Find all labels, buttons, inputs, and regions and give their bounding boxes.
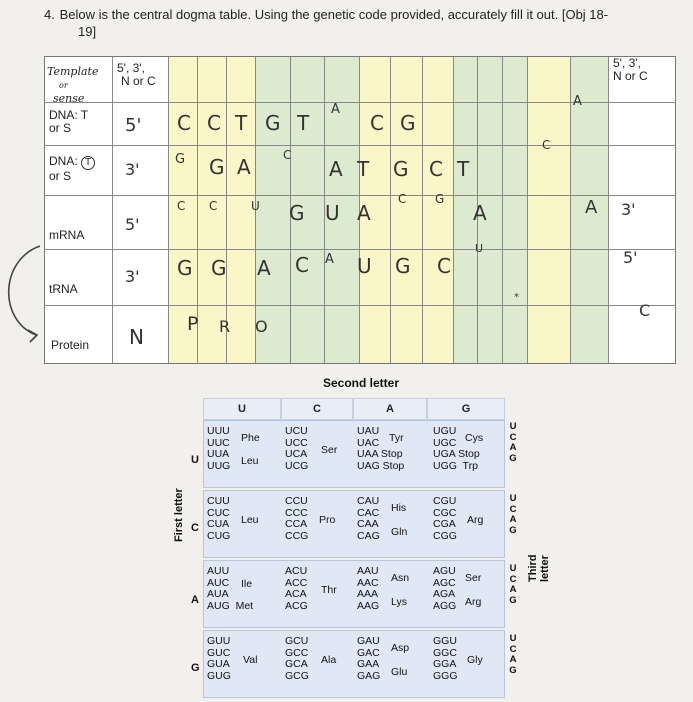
hw-r5-seq-0: P <box>187 313 199 335</box>
aa-asp: Asp <box>391 642 410 654</box>
hw-r3-far: 3' <box>621 200 636 219</box>
aa-val: Val <box>243 654 258 666</box>
hw-r3-seq-7: G <box>435 192 445 206</box>
first-letter-g: G <box>191 662 200 674</box>
aa-phe: Phe <box>241 432 260 444</box>
codons-ag: AGU AGC AGA AGG <box>433 565 457 612</box>
hw-r3-right: A <box>585 197 598 218</box>
hw-r5-end: N <box>129 325 144 349</box>
hw-r4-seq-2: A <box>257 256 271 280</box>
codons-ga: GAU GAC GAA GAG <box>357 635 381 682</box>
second-letter-c: C <box>281 398 353 420</box>
aa-leu-2: Leu <box>241 514 259 526</box>
codons-ac: ACU ACC ACA ACG <box>285 565 308 612</box>
hw-r5-seq-1: R <box>219 317 231 336</box>
first-letter-c: C <box>191 522 199 534</box>
aa-ile: Ile <box>241 578 253 590</box>
hw-r2-seq-2: A <box>237 155 251 179</box>
hw-r2-seq-7: C <box>429 157 443 181</box>
hw-r3-seq-0: C <box>177 199 186 213</box>
aa-glu: Glu <box>391 666 408 678</box>
aa-arg-2: Arg <box>465 596 482 608</box>
question-text <box>44 6 674 40</box>
hw-r1-seq-2: T <box>235 111 248 135</box>
aa-gly: Gly <box>467 654 483 666</box>
first-letter-label: First letter <box>173 488 185 542</box>
hw-r4-far: 5' <box>623 248 638 267</box>
hw-r4-end: 3' <box>125 267 140 286</box>
hw-r4-seq-4: A <box>325 252 334 267</box>
hw-r1-seq-7: G <box>400 111 416 135</box>
hw-r1-right: A <box>573 94 582 109</box>
hw-r1-seq-4: T <box>297 111 310 135</box>
codons-cu: CUU CUC CUA CUG <box>207 495 231 542</box>
third-letters-a: U C A G <box>509 563 517 606</box>
hw-r4-seq-8: U <box>475 242 484 255</box>
aa-tyr: Tyr <box>389 432 404 444</box>
row-label-mrna: mRNA <box>49 228 85 242</box>
central-dogma-table <box>44 56 676 364</box>
question-body: Below is the central dogma table. Using the genetic code provided, accurately fill it out. [Obj 18- <box>59 7 609 22</box>
hw-r4-seq-3: C <box>295 253 309 277</box>
hw-r4-seq-1: G <box>211 256 227 280</box>
hw-r3-seq-6: C <box>398 192 407 206</box>
aa-his: His <box>391 502 407 514</box>
hw-r2-seq-6: G <box>393 157 409 181</box>
hw-r3-seq-2: U <box>251 199 260 213</box>
hw-r2-seq-1: G <box>209 155 225 179</box>
codons-cc: CCU CCC CCA CCG <box>285 495 309 542</box>
hw-r4-seq-7: C <box>437 254 451 278</box>
second-letter-label: Second letter <box>323 376 400 390</box>
hw-r3-seq-4: U <box>325 201 340 225</box>
hw-r4-seq-5: U <box>357 254 372 278</box>
aa-pro: Pro <box>319 514 336 526</box>
hw-r2-seq-3: C <box>283 148 292 162</box>
second-letter-g: G <box>427 398 505 420</box>
codons-gu: GUU GUC GUA GUG <box>207 635 231 682</box>
hw-r5-seq-2: O <box>255 317 268 336</box>
row-label-template: Template or sense <box>47 65 99 105</box>
second-letter-a: A <box>353 398 427 420</box>
hw-r1-seq-3: G <box>265 111 281 135</box>
row-label-trna: tRNA <box>49 282 78 296</box>
codons-ug: UGU UGC UGA Stop UGG Trp <box>433 425 480 472</box>
hw-r3-seq-1: C <box>209 199 218 213</box>
hw-r4-seq-6: G <box>395 254 411 278</box>
header-end-label-right: 5', 3', N or C <box>613 56 648 83</box>
curved-arrow-icon <box>0 240 60 350</box>
codons-uc: UCU UCC UCA UCG <box>285 425 309 472</box>
hw-r3-seq-3: G <box>289 201 305 225</box>
question-body-cont: 19] <box>78 24 97 39</box>
first-letter-a: A <box>191 594 199 606</box>
hw-r2-seq-4: A <box>329 157 343 181</box>
hw-r1-seq-1: C <box>207 111 221 135</box>
codons-cg: CGU CGC CGA CGG <box>433 495 457 542</box>
question-number: 4. <box>44 7 55 22</box>
genetic-code-table <box>173 372 551 702</box>
hw-r1-end: 5' <box>125 115 142 136</box>
aa-lys: Lys <box>391 596 407 608</box>
codons-aa: AAU AAC AAA AAG <box>357 565 380 612</box>
hw-r2-seq-0: G <box>175 152 186 167</box>
hw-r4-star: * <box>514 292 519 303</box>
third-letters-u: U C A G <box>509 421 517 464</box>
codons-gc: GCU GCC GCA GCG <box>285 635 309 682</box>
hw-r3-seq-5: A <box>357 201 371 225</box>
hw-r3-end: 5' <box>125 215 140 234</box>
aa-thr: Thr <box>321 584 337 596</box>
aa-leu-1: Leu <box>241 455 259 467</box>
hw-r2-right: C <box>542 138 551 152</box>
hw-r5-far: C <box>639 301 651 320</box>
codons-ua: UAU UAC UAA Stop UAG Stop <box>357 425 405 472</box>
codon-grid <box>191 398 521 698</box>
codons-uu: UUU UUC UUA UUG <box>207 425 231 472</box>
aa-ala: Ala <box>321 654 337 666</box>
codons-au: AUU AUC AUA AUG Met <box>207 565 254 612</box>
third-letter-label: Third letter <box>527 554 551 582</box>
aa-ser-1: Ser <box>321 444 338 456</box>
hw-r2-end: 3' <box>125 160 140 179</box>
row-label-protein: Protein <box>51 338 90 352</box>
hw-r4-seq-0: G <box>177 256 193 280</box>
row-label-dna-2: DNA: T or S <box>49 155 95 183</box>
first-letter-u: U <box>191 454 199 466</box>
third-letters-g: U C A G <box>509 633 517 676</box>
codons-ca: CAU CAC CAA CAG <box>357 495 380 542</box>
hw-r3-seq-8: A <box>473 201 487 225</box>
hw-r1-seq-6: C <box>370 111 384 135</box>
aa-ser-2: Ser <box>465 572 482 584</box>
codons-gg: GGU GGC GGA GGG <box>433 635 458 682</box>
third-letters-c: U C A G <box>509 493 517 536</box>
aa-asn: Asn <box>391 572 410 584</box>
hw-r1-seq-5: A <box>331 102 340 117</box>
row-label-dna-1: DNA: T or S <box>49 108 89 135</box>
second-letter-u: U <box>203 398 281 420</box>
header-end-label: 5', 3', N or C <box>117 61 156 88</box>
hw-r2-seq-8: T <box>457 157 470 181</box>
aa-gln: Gln <box>391 526 408 538</box>
aa-arg-1: Arg <box>467 514 484 526</box>
hw-r2-seq-5: T <box>357 157 370 181</box>
aa-cys: Cys <box>465 432 484 444</box>
hw-r1-seq-0: C <box>177 111 191 135</box>
